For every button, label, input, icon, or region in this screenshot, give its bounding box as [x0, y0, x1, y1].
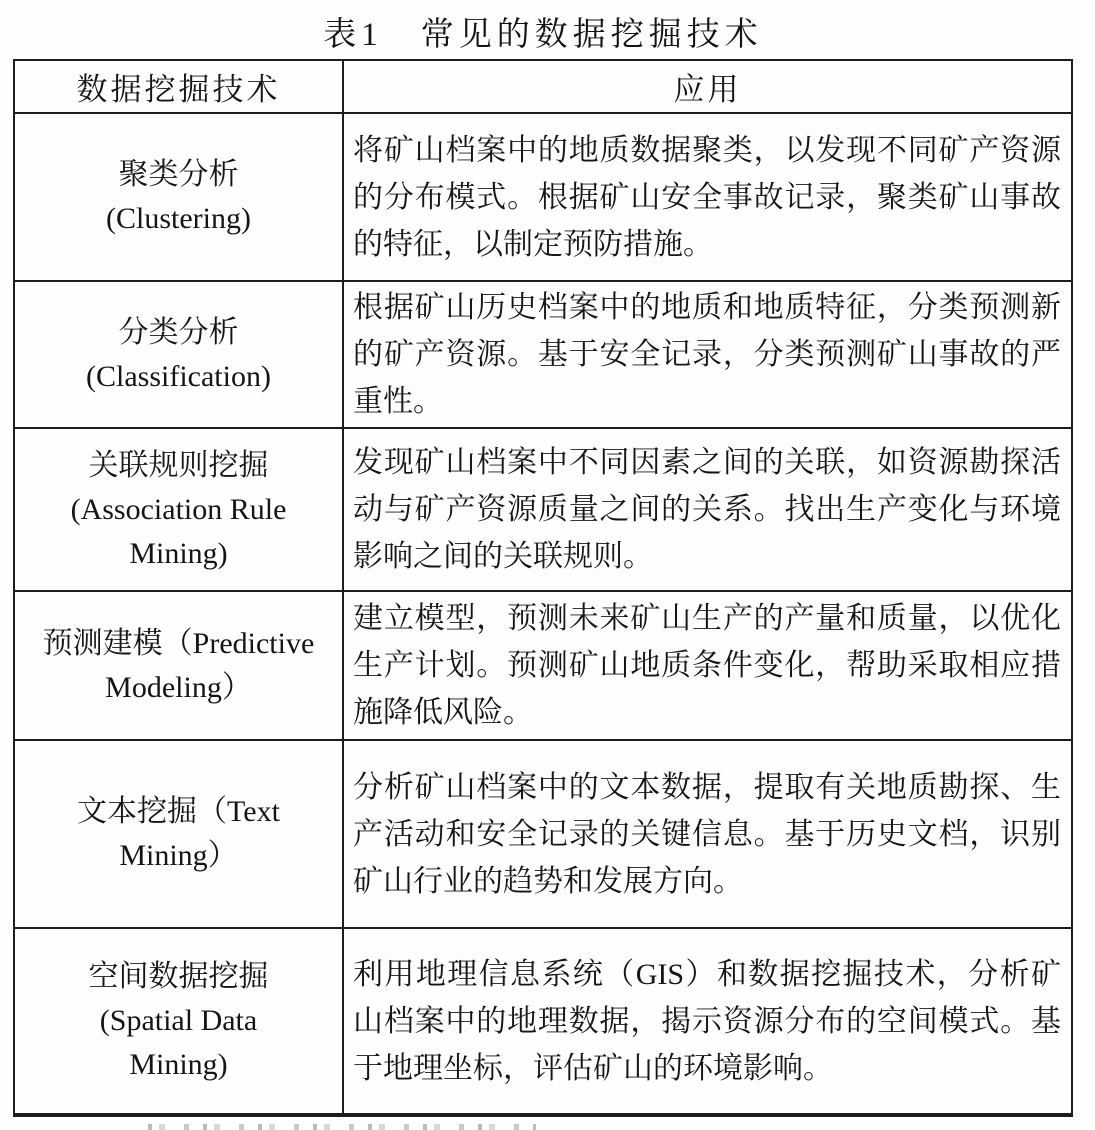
column-header-technique: 数据挖掘技术: [14, 60, 343, 113]
technique-cell: [14, 113, 343, 281]
technique-name-en: Mining): [129, 1048, 228, 1081]
technique-name-en: (Spatial Data: [99, 1004, 258, 1037]
technique-name-en: Mining）: [119, 839, 238, 872]
technique-cell: [14, 428, 343, 591]
application-cell: 根据矿山历史档案中的地质和地质特征，分类预测新的矿产资源。基于安全记录，分类预测矿山事故的严重性。: [343, 281, 1072, 428]
table-row-association-rule-mining: [14, 428, 1072, 591]
technique-name-en: (Clustering): [106, 202, 251, 235]
technique-cell: [14, 740, 343, 928]
clipped-text-fragment: [148, 1124, 536, 1130]
technique-name-zh: 文本挖掘（Text: [77, 795, 280, 828]
technique-name-en: (Classification): [86, 359, 271, 393]
technique-name-zh: 空间数据挖掘: [88, 960, 269, 993]
technique-name-en: Mining): [129, 536, 228, 570]
application-cell: 发现矿山档案中不同因素之间的关联，如资源勘探活动与矿产资源质量之间的关系。找出生产变化与环境影响之间的关联规则。: [343, 428, 1072, 591]
technique-cell: [14, 591, 343, 740]
table-row-predictive-modeling: [14, 591, 1072, 740]
table-row-classification: [14, 281, 1072, 428]
technique-name-zh: 关联规则挖掘: [88, 448, 269, 482]
technique-name-zh: 预测建模（Predictive: [42, 626, 315, 660]
column-header-application: 应用: [343, 60, 1072, 113]
application-cell: 利用地理信息系统（GIS）和数据挖掘技术，分析矿山档案中的地理数据，揭示资源分布的空间模式。基于地理坐标，评估矿山的环境影响。: [343, 928, 1072, 1115]
application-cell: 分析矿山档案中的文本数据，提取有关地质勘探、生产活动和安全记录的关键信息。基于历史文档，识别矿山行业的趋势和发展方向。: [343, 740, 1072, 928]
table-header-row: [14, 60, 1072, 113]
technique-name-en: (Association Rule: [70, 492, 287, 526]
application-cell: 建立模型，预测未来矿山生产的产量和质量，以优化生产计划。预测矿山地质条件变化，帮助采取相应措施降低风险。: [343, 591, 1072, 740]
technique-name-en: Modeling）: [105, 670, 252, 704]
technique-cell: [14, 928, 343, 1115]
technique-name-zh: 聚类分析: [118, 158, 239, 191]
technique-cell: [14, 281, 343, 428]
data-mining-table: [13, 59, 1073, 1117]
technique-name-zh: 分类分析: [118, 315, 239, 349]
table-row-spatial-data-mining: [14, 928, 1072, 1115]
table-row-text-mining: [14, 740, 1072, 928]
table-caption: 表1 常见的数据挖掘技术: [323, 17, 763, 53]
table-row-clustering: [14, 113, 1072, 281]
application-cell: 将矿山档案中的地质数据聚类，以发现不同矿产资源的分布模式。根据矿山安全事故记录，聚类矿山事故的特征，以制定预防措施。: [343, 113, 1072, 281]
